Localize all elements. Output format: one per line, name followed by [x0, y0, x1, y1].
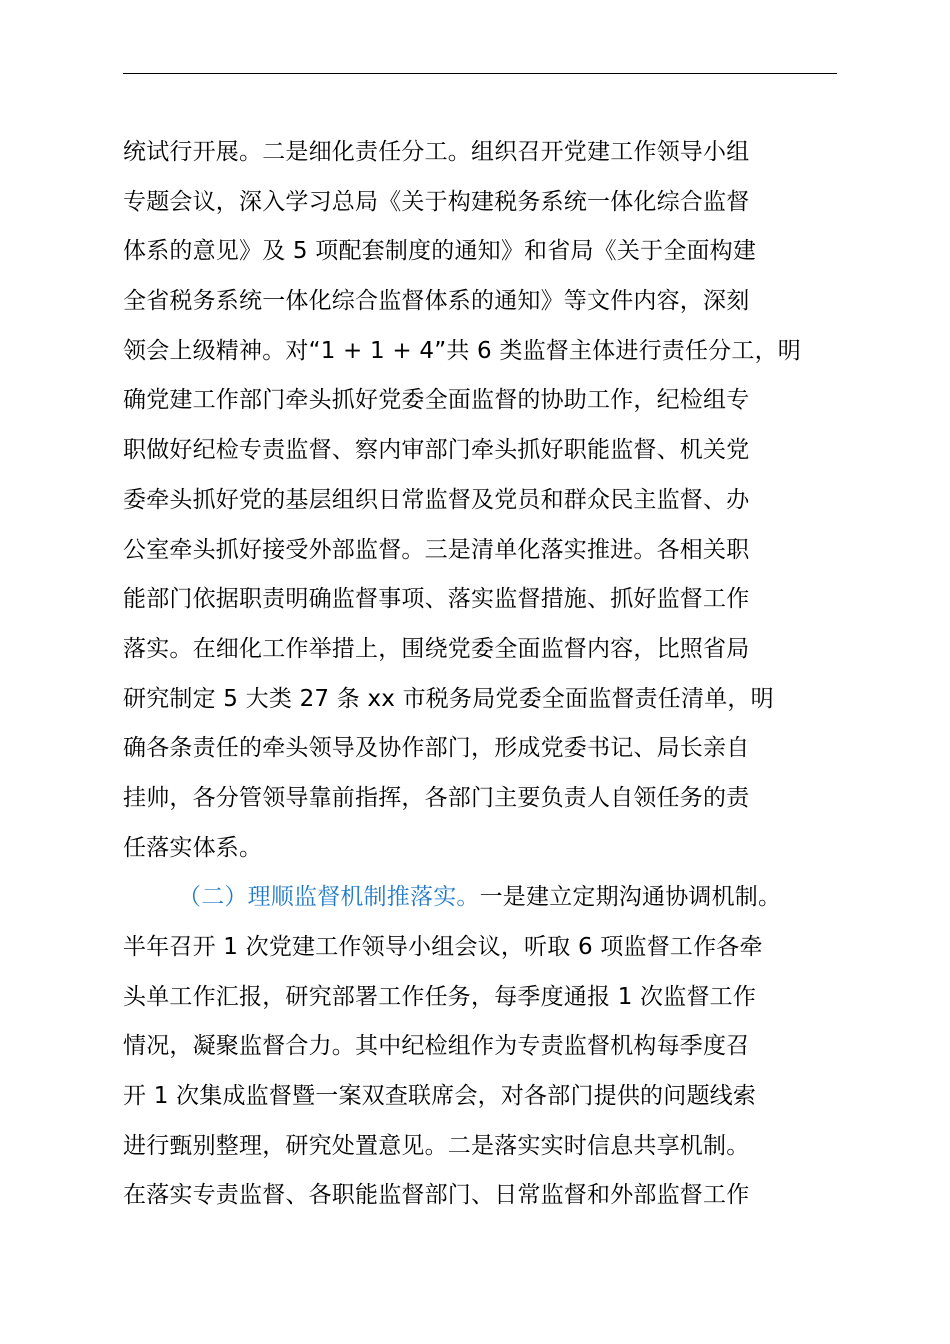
paragraph-line: 委牵头抓好党的基层组织日常监督及党员和群众民主监督、办	[123, 486, 750, 513]
paragraph-line: 领会上级精神。对“1 + 1 + 4”共 6 类监督主体进行责任分工，明	[123, 337, 801, 364]
section-first-line	[123, 873, 843, 923]
section-heading: （二）理顺监督机制推落实。	[178, 884, 480, 911]
header-rule	[123, 73, 837, 74]
document-body	[123, 128, 843, 1221]
section-first-line-text: 一是建立定期沟通协调机制。	[479, 884, 782, 911]
paragraph-line: 进行甄别整理，研究处置意见。二是落实实时信息共享机制。	[123, 1132, 750, 1159]
paragraph-line: 在落实专责监督、各职能监督部门、日常监督和外部监督工作	[123, 1182, 750, 1209]
paragraph-line: 任落实体系。	[123, 834, 263, 861]
paragraph-line: 半年召开 1 次党建工作领导小组会议，听取 6 项监督工作各牵	[123, 934, 763, 960]
paragraph-line: 头单工作汇报，研究部署工作任务，每季度通报 1 次监督工作	[123, 983, 757, 1010]
paragraph-line: 体系的意见》及 5 项配套制度的通知》和省局《关于全面构建	[123, 238, 757, 265]
paragraph-line: 能部门依据职责明确监督事项、落实监督措施、抓好监督工作	[123, 586, 750, 613]
paragraph-line: 统试行开展。二是细化责任分工。组织召开党建工作领导小组	[123, 139, 750, 165]
paragraph-line: 全省税务系统一体化综合监督体系的通知》等文件内容，深刻	[123, 288, 750, 315]
paragraph-line: 情况，凝聚监督合力。其中纪检组作为专责监督机构每季度召	[123, 1033, 750, 1060]
paragraph-line: 研究制定 5 大类 27 条 xx 市税务局党委全面监督责任清单，明	[123, 685, 774, 712]
paragraph-line: 落实。在细化工作举措上，围绕党委全面监督内容，比照省局	[123, 635, 750, 662]
paragraph-line: 开 1 次集成监督暨一案双查联席会，对各部门提供的问题线索	[123, 1083, 757, 1110]
paragraph-line: 专题会议，深入学习总局《关于构建税务系统一体化综合监督	[123, 188, 750, 215]
paragraph-line: 挂帅，各分管领导靠前指挥，各部门主要负责人自领任务的责	[123, 784, 750, 811]
paragraph-line: 职做好纪检专责监督、察内审部门牵头抓好职能监督、机关党	[123, 437, 750, 464]
paragraph-line: 确党建工作部门牵头抓好党委全面监督的协助工作，纪检组专	[123, 387, 750, 414]
paragraph-line: 公室牵头抓好接受外部监督。三是清单化落实推进。各相关职	[123, 536, 750, 563]
paragraph-line: 确各条责任的牵头领导及协作部门，形成党委书记、局长亲自	[123, 735, 750, 762]
